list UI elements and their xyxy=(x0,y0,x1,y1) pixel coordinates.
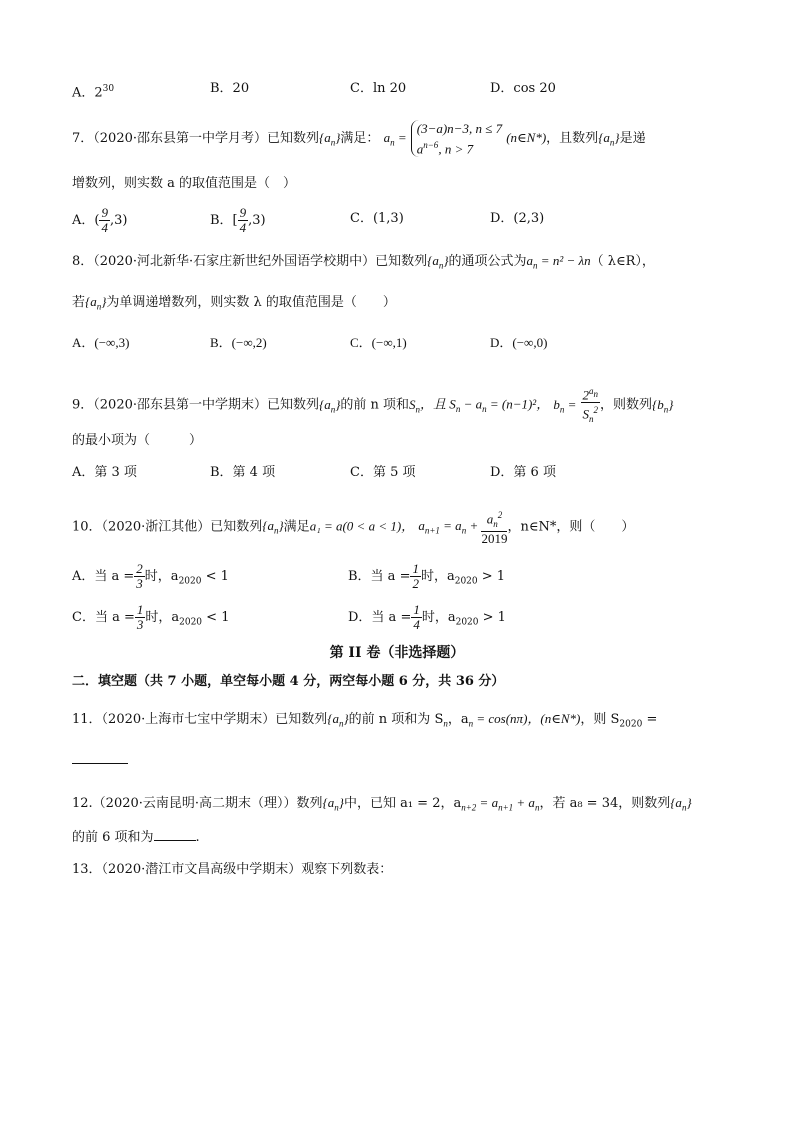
q10-option-a-sub: 2020 xyxy=(178,576,202,587)
q11-blank-line[interactable] xyxy=(72,763,128,764)
q11-sub: 2020 xyxy=(619,719,643,730)
q12-line2-post: . xyxy=(195,830,200,845)
q6-option-c: C．ln 20 xyxy=(350,81,407,96)
q11-line1-mid: 的前 n 项和为 S xyxy=(348,712,444,727)
q7-piecewise xyxy=(411,120,502,157)
q10-option-c xyxy=(72,603,229,632)
q10-option-c-pre: C．当 a = xyxy=(72,610,135,625)
q9-cond: ，且 S xyxy=(420,396,456,412)
q6-option-d: D．cos 20 xyxy=(490,81,556,96)
q10-option-a-post: 时，a xyxy=(144,569,179,584)
q9-option-c: C．第 5 项 xyxy=(350,465,416,480)
q9-line1-mid: 的前 n 项和 xyxy=(340,397,410,413)
q11-line1-mid2: ，a xyxy=(447,712,469,727)
q9-sn: S xyxy=(409,396,416,412)
q10-option-c-post: 时，a xyxy=(145,610,180,625)
q10-option-c-den: 3 xyxy=(136,617,144,632)
q10-rec-pre: a xyxy=(418,518,425,534)
q9-cond2: − a xyxy=(460,396,483,412)
q10-option-b-post: 时，a xyxy=(420,569,455,584)
q9-fraction: $\frac{2^{a_n}}{S_n^2}$ xyxy=(582,386,599,425)
section2-heading: 二．填空题（共 7 小题，单空每小题 4 分，两空每小题 6 分，共 36 分） xyxy=(72,674,505,689)
q9-bn: b xyxy=(553,396,560,412)
q10-line1: 10．（2020·浙江其他）已知数列$\{a_n\}$满足a₁ = a(0 < a < 1)， $a_{n+1} = a_n$ + $\frac{a_n^2}{2019}$ ，n∈N*，则（ ） xyxy=(72,510,635,546)
q10-option-b xyxy=(348,562,505,591)
q6-option-a-exp: 30 xyxy=(102,84,115,94)
q7-suffix2: 是递 xyxy=(619,131,646,147)
q8-line1: 8．（2020·河北新华·石家庄新世纪外国语学校期中）已知数列$\{a_n\}$的通项公式为$a_n = n^2 - \lambda n$（ λ∈R）， xyxy=(72,253,655,271)
q7-option-d: D．(2,3) xyxy=(490,211,545,226)
q9-cond3: = (n−1)²， xyxy=(486,396,550,412)
q11-line1-post: ，则 S xyxy=(580,712,620,727)
q10-frac-num: a xyxy=(486,511,494,527)
q7-case2-base: a xyxy=(416,141,424,157)
q7-option-a-pre: A．( xyxy=(72,213,100,228)
q10-option-a-pre: A．当 a = xyxy=(72,569,135,584)
q11-line1-mid3: = cos(nπ)， xyxy=(473,711,541,726)
q10-option-b-pre: B．当 a = xyxy=(348,569,411,584)
q12-blank-line[interactable] xyxy=(154,840,196,841)
q8-formula: = n² − λn xyxy=(540,253,591,268)
q10-option-d-cmp: > 1 xyxy=(478,610,506,625)
q10-line1-mid: 满足 xyxy=(283,519,310,535)
q10-line1-post: ，n∈N*，则（ ） xyxy=(507,519,635,535)
q7-option-a-num: 9 xyxy=(101,205,108,220)
q7-option-b-num: 9 xyxy=(239,205,247,220)
q7-case2-cond: , n > 7 xyxy=(438,141,474,157)
q10-option-a-den: 3 xyxy=(136,576,143,591)
q12-m3: + a xyxy=(513,795,535,810)
q9-frac-num: 2 xyxy=(582,387,590,403)
q8-option-d: D．(−∞,0) xyxy=(490,335,548,350)
q10-rec-plus: + xyxy=(466,518,482,534)
q12-line1: 12.（2020·云南昆明·高二期末（理））数列$\{a_n\}$中，已知 a₁ = 2，$a_{n+2} = a_{n+1} + a_n$，若 a₈ = 34，则数列$\{a_n\}$ xyxy=(72,795,692,813)
q10-option-a xyxy=(72,562,229,591)
q10-option-d xyxy=(348,603,506,632)
q11-line1-pre: 11．（2020·上海市七宝中学期末）已知数列 xyxy=(72,712,328,727)
q10-option-b-num: 1 xyxy=(412,561,419,576)
q7-stem: 7．（2020·邵东县第一中学月考）已知数列$\{a_n\}$满足： $a_n$ = (3−a)n−3, n ≤ 7 $a^{n-6}$, n > 7 (n∈N*)，且数列$\{a_n\}$是递 xyxy=(72,121,646,157)
q7-option-b xyxy=(210,206,266,235)
q12-m2: = a xyxy=(476,795,499,810)
q10-option-d-den: 4 xyxy=(413,617,420,632)
q12-m4: ，若 a₈ = 34，则数列 xyxy=(539,796,671,811)
q10-option-c-cmp: < 1 xyxy=(202,610,230,625)
q7-option-a-den: 4 xyxy=(101,220,108,235)
q6-option-b: B．20 xyxy=(210,81,250,96)
q10-line1-pre: 10．（2020·浙江其他）已知数列 xyxy=(72,519,263,535)
q10-option-c-sub: 2020 xyxy=(179,617,203,628)
q12-line2-text: 的前 6 项和为 xyxy=(72,830,154,845)
q10-option-d-pre: D．当 a = xyxy=(348,610,412,625)
q8-line1-mid: 的通项公式为 xyxy=(448,254,527,269)
q10-option-d-sub: 2020 xyxy=(455,617,479,628)
q8-line2-pre: 若 xyxy=(72,295,86,310)
q10-frac-den: 2019 xyxy=(481,530,508,546)
q6-option-a xyxy=(72,80,114,102)
q7-domain: (n∈N*) xyxy=(506,130,547,146)
q7-option-c: C．(1,3) xyxy=(350,211,404,226)
q6-option-a-text: A．2 xyxy=(72,85,103,101)
q11-answer-blank[interactable] xyxy=(72,752,128,770)
q12-line1-pre: 12.（2020·云南昆明·高二期末（理））数列 xyxy=(72,796,323,811)
q7-option-a-post: ,3) xyxy=(109,213,128,228)
q10-option-d-post: 时，a xyxy=(421,610,456,625)
q10-rec-mid: = a xyxy=(439,518,462,534)
q7-option-b-post: ,3) xyxy=(248,213,266,228)
q7-mid: 满足： xyxy=(340,131,380,147)
q12-line1-mid: 中，已知 a₁ = 2，a xyxy=(343,796,462,811)
q7-option-b-pre: B．[ xyxy=(210,213,238,228)
q7-case2-exp: n−6 xyxy=(423,140,439,150)
q7-suffix: ，且数列 xyxy=(546,131,599,147)
q8-line1-pre: 8．（2020·河北新华·石家庄新世纪外国语学校期中）已知数列 xyxy=(72,254,428,269)
q7-line2: 增数列，则实数 a 的取值范围是（ ） xyxy=(72,176,297,191)
q9-frac-den: S xyxy=(582,406,590,422)
q10-option-b-cmp: > 1 xyxy=(477,569,506,584)
q9-option-b: B．第 4 项 xyxy=(210,465,276,480)
q7-prefix: 7．（2020·邵东县第一中学月考）已知数列 xyxy=(72,131,319,147)
q9-line1-pre: 9．（2020·邵东县第一中学期末）已知数列 xyxy=(72,397,319,413)
q13-line: 13．（2020·潜江市文昌高级中学期末）观察下列数表： xyxy=(72,862,393,877)
q11-eq: = xyxy=(642,712,658,727)
q11-domain: (n∈N*) xyxy=(540,711,581,726)
section-title: 第 II 卷（非选择题） xyxy=(329,645,465,661)
q10-option-a-num: 2 xyxy=(136,561,143,576)
q10-option-d-num: 1 xyxy=(413,602,420,617)
q10-a1: a₁ = a(0 < a < 1)， xyxy=(309,518,415,534)
q10-option-c-num: 1 xyxy=(136,602,144,617)
q11-line1: 11．（2020·上海市七宝中学期末）已知数列$\{a_n\}$的前 n 项和为 $S_n$，$a_n = \cos(n\pi)$，(n∈N*)，则 $S_{2020}$ = xyxy=(72,711,658,730)
q10-option-a-cmp: < 1 xyxy=(201,569,229,584)
q7-option-b-den: 4 xyxy=(239,220,247,235)
q8-option-b: B．(−∞,2) xyxy=(210,335,267,350)
q9-after-frac: ，则数列 xyxy=(600,397,653,413)
q8-option-c: C．(−∞,1) xyxy=(350,335,407,350)
q10-fraction: $\frac{a_n^2}{2019}$ xyxy=(481,510,508,546)
q8-option-a: A．(−∞,3) xyxy=(72,335,130,350)
q9-option-d: D．第 6 项 xyxy=(490,465,556,480)
q8-line2: 若$\{a_n\}$为单调递增数列，则实数 λ 的取值范围是（ ） xyxy=(72,294,396,312)
q10-option-b-sub: 2020 xyxy=(454,576,478,587)
q10-option-b-den: 2 xyxy=(412,576,419,591)
q9-line2: 的最小项为（ ） xyxy=(72,433,203,448)
q12-line2 xyxy=(72,829,200,847)
q8-line1-post: （ λ∈R）， xyxy=(590,254,655,269)
q9-frac-num-exp: a xyxy=(589,386,594,396)
q7-option-a xyxy=(72,206,127,235)
q9-line1: 9．（2020·邵东县第一中学期末）已知数列$\{a_n\}$的前 n 项和$S_n$，且 $S_n - a_n = (n-1)^2$， $b_n$ = $\frac{2^{a_n}}{S_n^2}$ ，则数列$\{b_n\}$ xyxy=(72,386,674,425)
q9-option-a: A．第 3 项 xyxy=(72,465,137,480)
q8-line2-post: 为单调递增数列，则实数 λ 的取值范围是（ ） xyxy=(106,295,396,310)
q7-case1: (3−a)n−3, n ≤ 7 xyxy=(416,121,503,136)
